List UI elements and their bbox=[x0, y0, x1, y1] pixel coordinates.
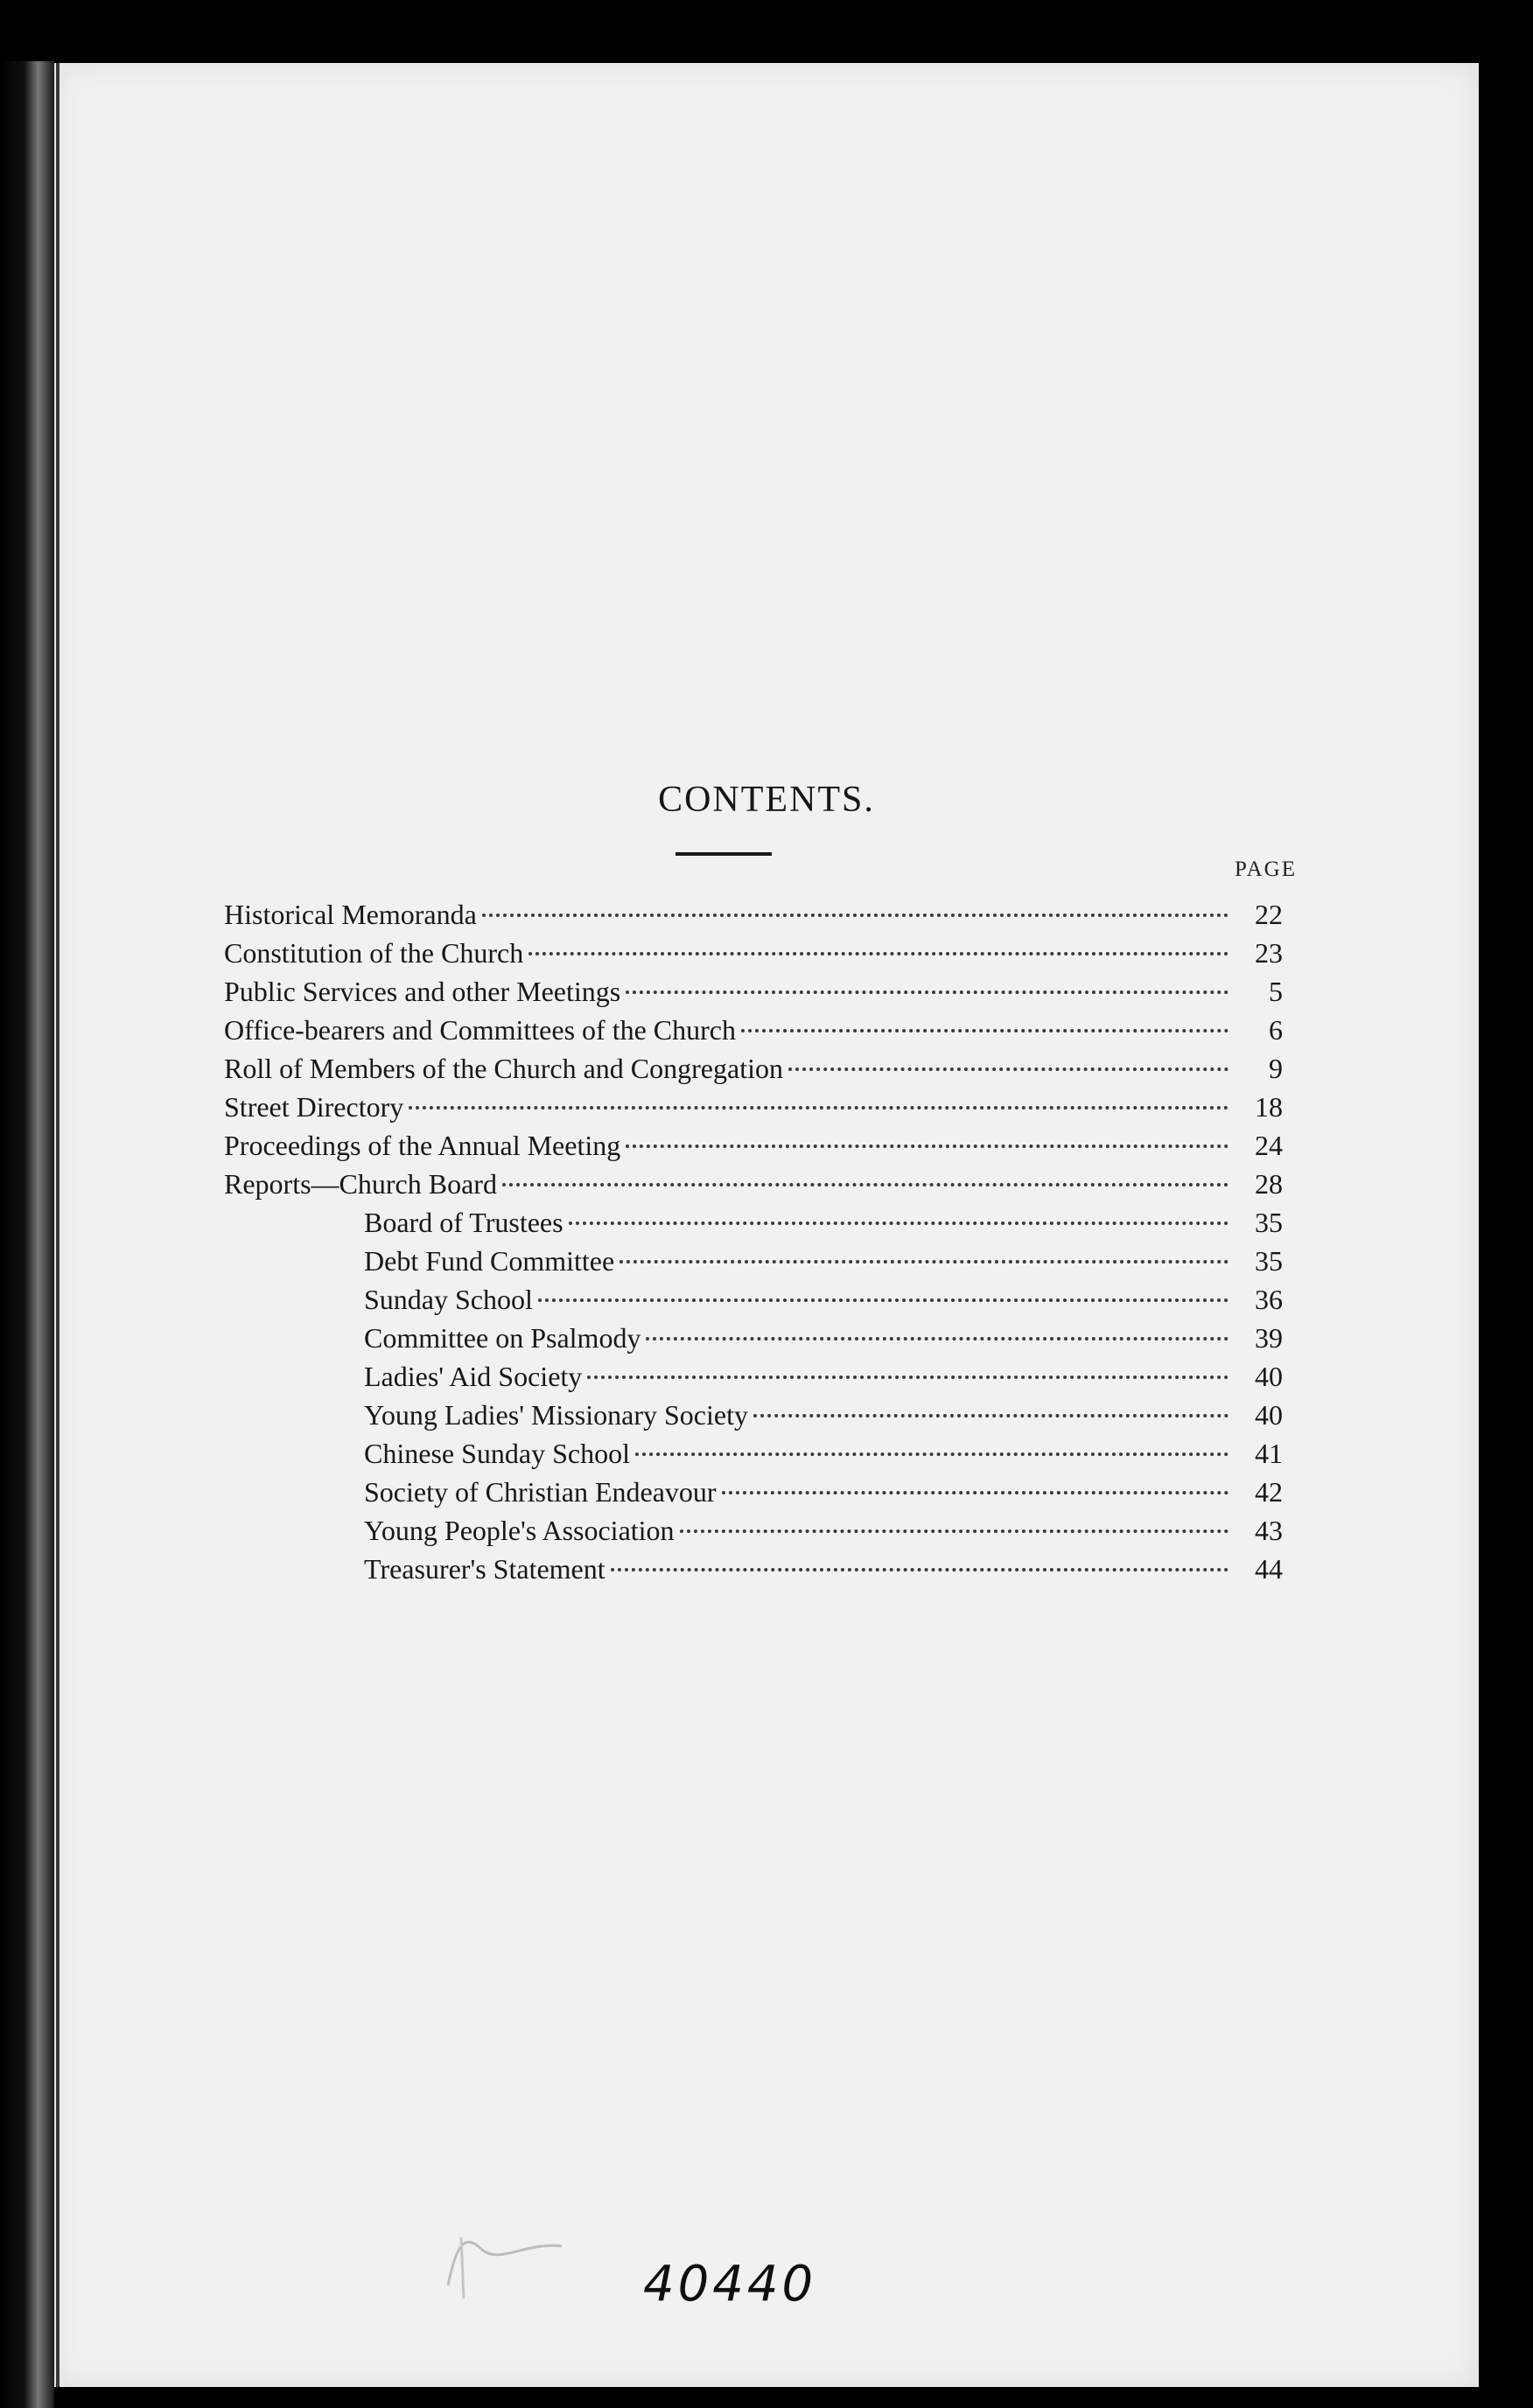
toc-entry-label: Treasurer's Statement bbox=[364, 1553, 606, 1585]
toc-entry-label: Board of Trustees bbox=[364, 1207, 564, 1238]
toc-entry bbox=[224, 976, 1283, 1014]
toc-entry bbox=[224, 1245, 1283, 1284]
toc-entry-page: 6 bbox=[1269, 1014, 1283, 1046]
dot-leader bbox=[635, 1452, 1228, 1456]
toc-entry-label: Committee on Psalmody bbox=[364, 1322, 641, 1354]
toc-entry bbox=[224, 1207, 1283, 1245]
document-page bbox=[54, 63, 1479, 2387]
toc-entry-page: 28 bbox=[1255, 1168, 1283, 1200]
toc-entry-page: 36 bbox=[1255, 1284, 1283, 1315]
toc-entry-label: Proceedings of the Annual Meeting bbox=[224, 1130, 621, 1161]
toc-entry bbox=[224, 1168, 1283, 1207]
pencil-mark-icon bbox=[430, 2224, 588, 2303]
dot-leader bbox=[502, 1183, 1228, 1186]
toc-entry bbox=[224, 1091, 1283, 1130]
dot-leader bbox=[620, 1260, 1228, 1264]
dot-leader bbox=[626, 990, 1228, 994]
dot-leader bbox=[587, 1376, 1228, 1379]
dot-leader bbox=[528, 952, 1228, 956]
dot-leader bbox=[722, 1491, 1228, 1494]
toc-entry-page: 9 bbox=[1269, 1053, 1283, 1084]
dot-leader bbox=[569, 1222, 1228, 1225]
toc-entry-page: 44 bbox=[1255, 1553, 1283, 1585]
toc-entry-label: Reports—Church Board bbox=[224, 1168, 497, 1200]
dot-leader bbox=[482, 914, 1228, 917]
toc-entry-label: Sunday School bbox=[364, 1284, 533, 1315]
dot-leader bbox=[646, 1337, 1228, 1340]
dot-leader bbox=[753, 1414, 1228, 1418]
toc-entry-page: 22 bbox=[1255, 899, 1283, 930]
toc-entry-label: Young People's Association bbox=[364, 1515, 675, 1546]
toc-entry-label: Society of Christian Endeavour bbox=[364, 1476, 717, 1508]
toc-entry bbox=[224, 1014, 1283, 1053]
toc-entry-label: Ladies' Aid Society bbox=[364, 1361, 583, 1392]
page-fold-line bbox=[56, 63, 60, 2387]
toc-entry-page: 18 bbox=[1255, 1091, 1283, 1123]
dot-leader bbox=[680, 1530, 1228, 1533]
table-of-contents bbox=[224, 899, 1283, 1592]
toc-entry-page: 39 bbox=[1255, 1322, 1283, 1354]
page-column-heading: PAGE bbox=[1235, 858, 1297, 881]
toc-entry-label: Young Ladies' Missionary Society bbox=[364, 1399, 748, 1431]
dot-leader bbox=[741, 1029, 1228, 1032]
toc-entry-page: 35 bbox=[1255, 1245, 1283, 1277]
dot-leader bbox=[611, 1568, 1228, 1572]
toc-entry bbox=[224, 899, 1283, 937]
toc-entry-page: 40 bbox=[1255, 1361, 1283, 1392]
toc-entry bbox=[224, 1438, 1283, 1476]
contents-title: CONTENTS. bbox=[658, 780, 875, 820]
toc-entry bbox=[224, 1130, 1283, 1168]
scan-left-edge bbox=[0, 61, 54, 2408]
handwritten-catalog-number: 40440 bbox=[643, 2256, 817, 2313]
toc-entry bbox=[224, 1553, 1283, 1592]
toc-entry bbox=[224, 1053, 1283, 1091]
toc-entry-page: 24 bbox=[1255, 1130, 1283, 1161]
toc-entry-label: Street Directory bbox=[224, 1091, 404, 1123]
toc-entry bbox=[224, 1322, 1283, 1361]
dot-leader bbox=[538, 1298, 1228, 1302]
toc-entry bbox=[224, 1361, 1283, 1399]
toc-entry-label: Chinese Sunday School bbox=[364, 1438, 630, 1469]
toc-entry-page: 35 bbox=[1255, 1207, 1283, 1238]
toc-entry bbox=[224, 937, 1283, 976]
toc-entry-page: 40 bbox=[1255, 1399, 1283, 1431]
toc-entry bbox=[224, 1515, 1283, 1553]
toc-entry-label: Debt Fund Committee bbox=[364, 1245, 615, 1277]
toc-entry bbox=[224, 1476, 1283, 1515]
toc-entry-page: 43 bbox=[1255, 1515, 1283, 1546]
toc-entry-label: Historical Memoranda bbox=[224, 899, 477, 930]
toc-entry-page: 42 bbox=[1255, 1476, 1283, 1508]
toc-entry-label: Constitution of the Church bbox=[224, 937, 524, 969]
toc-entry-page: 5 bbox=[1269, 976, 1283, 1007]
toc-entry-page: 23 bbox=[1255, 937, 1283, 969]
toc-entry-label: Roll of Members of the Church and Congregation bbox=[224, 1053, 783, 1084]
toc-entry-page: 41 bbox=[1255, 1438, 1283, 1469]
dot-leader bbox=[409, 1106, 1228, 1110]
toc-entry bbox=[224, 1399, 1283, 1438]
title-rule bbox=[676, 852, 772, 856]
toc-entry bbox=[224, 1284, 1283, 1322]
toc-entry-label: Office-bearers and Committees of the Church bbox=[224, 1014, 736, 1046]
dot-leader bbox=[788, 1068, 1228, 1071]
dot-leader bbox=[626, 1144, 1228, 1148]
toc-entry-label: Public Services and other Meetings bbox=[224, 976, 621, 1007]
